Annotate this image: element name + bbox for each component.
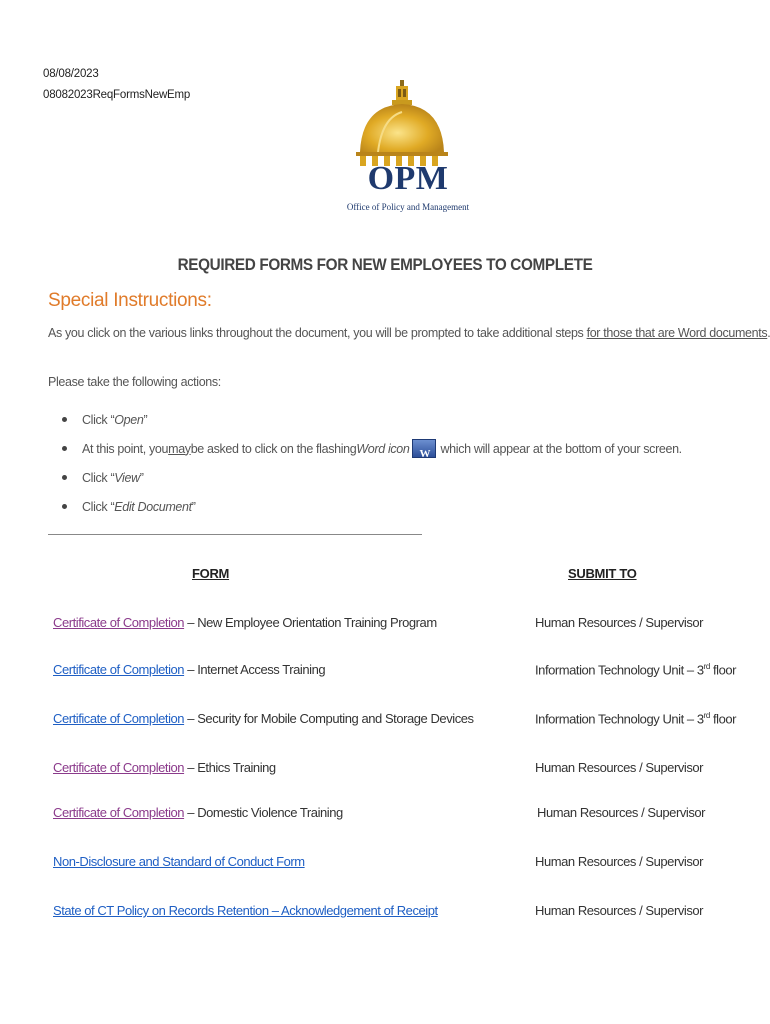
form-link[interactable]: Certificate of Completion — [53, 805, 185, 820]
bullet-icon — [62, 504, 67, 509]
submit-text: floor — [709, 662, 737, 678]
bullet-icon — [62, 475, 67, 480]
submit-to-cell: Human Resources / Supervisor — [535, 760, 704, 775]
list-item — [62, 492, 682, 521]
form-cell — [53, 615, 437, 630]
document-header — [43, 64, 190, 106]
divider — [48, 534, 422, 535]
submit-to-cell: Human Resources / Supervisor — [535, 903, 704, 918]
list-item — [62, 434, 682, 463]
bullet-icon — [62, 446, 67, 451]
bullet-text: ” — [191, 499, 196, 514]
bullet-text: Click “ — [82, 470, 115, 485]
submit-superscript: rd — [703, 711, 710, 720]
form-link[interactable]: Non-Disclosure and Standard of Conduct Form — [53, 854, 305, 869]
header-date: 08/08/2023 — [43, 68, 99, 80]
bullet-text: Click “ — [82, 412, 115, 427]
submit-to-cell — [535, 711, 736, 726]
bullet-icon — [62, 417, 67, 422]
logo-wordmark: OPM — [367, 160, 449, 197]
form-description: – Domestic Violence Training — [184, 805, 343, 820]
special-instructions-heading: Special Instructions: — [48, 290, 212, 311]
form-description: – Ethics Training — [184, 760, 276, 775]
submit-to-cell: Human Resources / Supervisor — [535, 854, 704, 869]
bullet-text: ” — [139, 470, 144, 485]
header-doc-code: 08082023ReqFormsNewEmp — [43, 89, 191, 101]
form-description: – Internet Access Training — [184, 662, 326, 677]
form-cell — [53, 711, 474, 726]
bullet-text: which will appear at the bottom of your screen. — [440, 441, 682, 456]
form-description: – Security for Mobile Computing and Storage Devices — [184, 711, 474, 726]
word-icon: W — [412, 439, 436, 458]
submit-superscript: rd — [703, 662, 710, 671]
form-link[interactable]: Certificate of Completion — [53, 760, 185, 775]
form-cell — [53, 903, 438, 918]
bullet-emphasis: Open — [114, 412, 144, 427]
form-link[interactable]: Certificate of Completion — [53, 615, 185, 630]
form-cell — [53, 760, 276, 775]
bullet-underlined: may — [168, 441, 191, 456]
submit-text: Information Technology Unit – 3 — [535, 711, 704, 727]
intro-paragraph — [48, 326, 770, 340]
form-description: – New Employee Orientation Training Program — [184, 615, 437, 630]
submit-to-cell — [535, 662, 736, 677]
bullet-emphasis: Word icon — [356, 441, 410, 456]
intro-underlined: for those that are Word documents — [586, 326, 768, 340]
bullet-text: be asked to click on the flashing — [190, 441, 357, 456]
submit-to-cell: Human Resources / Supervisor — [535, 615, 704, 630]
intro-text: As you click on the various links throughout the document, you will be prompted to take additional steps — [48, 326, 587, 340]
submit-text: Information Technology Unit – 3 — [535, 662, 704, 678]
column-header-form: FORM — [192, 566, 230, 581]
bullet-emphasis: View — [114, 470, 140, 485]
form-link[interactable]: Certificate of Completion — [53, 711, 185, 726]
list-item — [62, 405, 682, 434]
form-link[interactable]: State of CT Policy on Records Retention – Acknowledgement of Receipt — [53, 903, 438, 918]
form-link[interactable]: Certificate of Completion — [53, 662, 185, 677]
bullet-emphasis: Edit Document — [114, 499, 192, 514]
submit-text: floor — [709, 711, 737, 727]
bullet-text: ” — [143, 412, 148, 427]
opm-logo — [338, 72, 478, 220]
actions-intro: Please take the following actions: — [48, 375, 221, 389]
logo-tagline: Office of Policy and Management — [346, 202, 470, 212]
submit-to-cell: Human Resources / Supervisor — [537, 805, 706, 820]
column-header-submit-to: SUBMIT TO — [568, 566, 637, 581]
form-cell — [53, 805, 343, 820]
bullet-text: At this point, you — [82, 441, 169, 456]
bullet-text: Click “ — [82, 499, 115, 514]
action-list — [62, 405, 682, 521]
list-item — [62, 463, 682, 492]
form-cell — [53, 662, 325, 677]
form-cell — [53, 854, 305, 869]
page-title: REQUIRED FORMS FOR NEW EMPLOYEES TO COMPLETE — [177, 255, 593, 274]
